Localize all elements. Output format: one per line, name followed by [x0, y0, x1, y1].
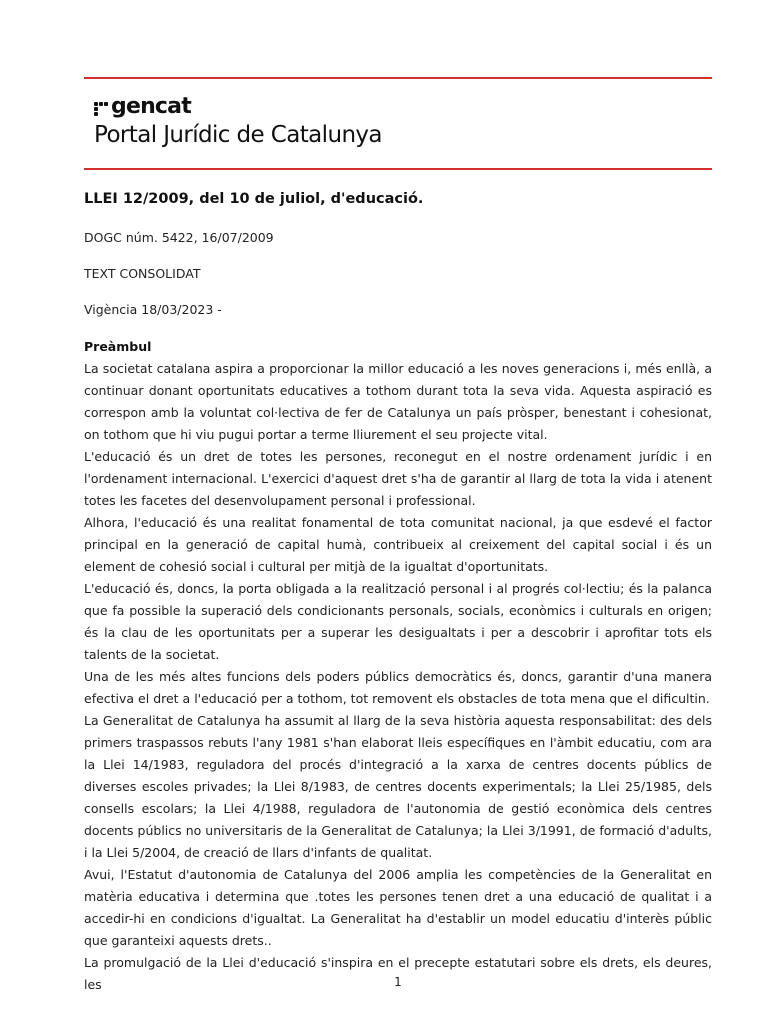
- paragraph: L'educació és un dret de totes les persones, reconegut en el nostre ordenament jurídic i en l'ordenament internacional. L'exercici d'aquest dret s'ha de garantir al llarg de tota la vida i atenent totes les facetes del desenvolupament personal i professional.: [84, 449, 712, 508]
- consolidated-label: TEXT CONSOLIDAT: [84, 266, 201, 281]
- dogc-reference: DOGC núm. 5422, 16/07/2009: [84, 230, 274, 245]
- validity-date: Vigència 18/03/2023 -: [84, 302, 222, 317]
- paragraph: L'educació és, doncs, la porta obligada a la realització personal i al progrés col·lectiu; és la palanca que fa possible la superació dels condicionants personals, socials, econòmics i culturals en origen; és la clau de les oportunitats per a superar les desigualtats i per a descobrir i aprofitar tots els talents de la societat.: [84, 581, 712, 662]
- section-heading: Preàmbul: [84, 339, 152, 354]
- header-top-rule: [84, 77, 712, 79]
- paragraph: Avui, l'Estatut d'autonomia de Catalunya del 2006 amplia les competències de la Generalitat en matèria educativa i determina que .totes les persones tenen dret a una educació de qualitat i a accedir-hi en condicions d'igualtat. La Generalitat ha d'establir un model educatiu d'interès públic que garanteixi aquests drets..: [84, 867, 712, 948]
- paragraph: Alhora, l'educació és una realitat fonamental de tota comunitat nacional, ja que esdevé el factor principal en la generació de capital humà, contribueix al creixement del capital social i és un element de cohesió social i cultural per mitjà de la igualtat d'oportunitats.: [84, 515, 712, 574]
- gencat-logo-icon: [94, 102, 108, 116]
- page-number: 1: [394, 975, 402, 989]
- paragraph: La promulgació de la Llei d'educació s'inspira en el precepte estatutari sobre els drets, els deures, les: [84, 955, 712, 992]
- portal-title: Portal Jurídic de Catalunya: [94, 122, 382, 148]
- paragraph: La Generalitat de Catalunya ha assumit al llarg de la seva història aquesta responsabilitat: des dels primers traspassos rebuts l'any 1981 s'han elaborat lleis específiques en l'àmbit educatiu, com ara la Llei 14/1983, reguladora del procés d'integració a la xarxa de centres docents públics de diverses escoles privades; la Llei 8/1983, de centres docents experimentals; la Llei 25/1985, dels consells escolars; la Llei 4/1988, reguladora de l'autonomia de gestió econòmica dels centres docents públics no universitaris de la Generalitat de Catalunya; la Llei 3/1991, de formació d'adults, i la Llei 5/2004, de creació de llars d'infants de qualitat.: [84, 713, 712, 860]
- paragraph: La societat catalana aspira a proporcionar la millor educació a les noves generacions i, més enllà, a continuar donant oportunitats educatives a tothom durant tota la seva vida. Aquesta aspiració es correspon amb la voluntat col·lectiva de fer de Catalunya un país pròsper, benestant i cohesionat, on tothom que hi viu pugui portar a terme lliurement el seu projecte vital.: [84, 361, 712, 442]
- brand-name: gencat: [111, 94, 191, 119]
- brand[interactable]: [94, 94, 191, 119]
- header-bottom-rule: [84, 168, 712, 170]
- preamble-body: [84, 358, 712, 996]
- paragraph: Una de les més altes funcions dels poders públics democràtics és, doncs, garantir d'una manera efectiva el dret a l'educació per a tothom, tot removent els obstacles de tota mena que el dificultin.: [84, 669, 712, 706]
- document-title: LLEI 12/2009, del 10 de juliol, d'educació.: [84, 191, 424, 207]
